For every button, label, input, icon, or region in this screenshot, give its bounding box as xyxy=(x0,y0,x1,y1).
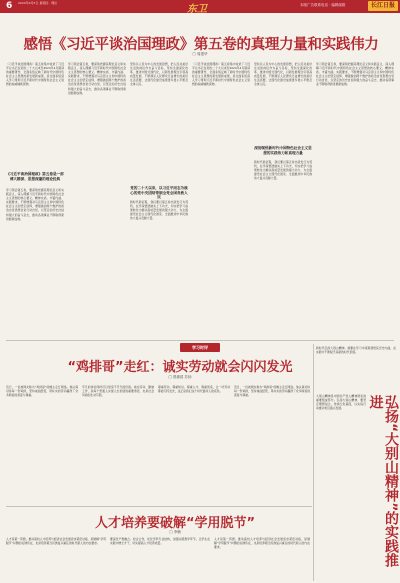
article1-subhead-1: 《习近平谈治国理政》第五卷是一部博大精深、思想深邃的理论经典 xyxy=(6,172,64,181)
main-headline: 感悟《习近平谈治国理政》第五卷的真理力量和实践伟力 xyxy=(23,37,379,53)
sidebar-top-text: 新时代弘扬大别山精神，就要在学习中深刻领悟其历史内涵，在实践中不断赋予其新的时代价值。 xyxy=(316,346,396,355)
article1-subhead-2: 党的二十大以来，以习近平同志为核心的党中央团结带领全党全国各族人民 xyxy=(130,186,188,199)
date-line: 2024年9月5日 星期四 · 理论 xyxy=(18,1,58,5)
section-divider-2 xyxy=(6,506,312,507)
section-banner: 学习时评 xyxy=(180,343,220,352)
paper-badge: 长江日报 xyxy=(368,1,398,11)
article3-col1: 人才是第一资源。推动高校人才培养与经济社会发展需求紧密对接，是破解“学用脱节”问题的关键所在，也是培养堪当民族复兴重任的时代新人的内在要求。 xyxy=(6,537,106,546)
article3-byline: □ 李楠 xyxy=(169,530,181,534)
section-divider xyxy=(6,340,394,341)
article3-col2: 要深化产教融合、校企合作，优化学科专业结构，加强实践教学环节，让学生在实践中增长才干，切实提高人才培养质量。 xyxy=(110,537,210,546)
article2-col2: 平凡的岗位同样可以创造不平凡的价值。诚实劳动、勤勉工作，是每个普通人实现人生价值的重要途径，也是社会风尚的生动写照。 xyxy=(82,385,154,398)
article2-col4: 近日，一位被网友称为“鸡排哥”的摊主走红网络。他认真对待每一份鸡排，坚持诚信经营，用朴实的劳动赢得了众多顾客的喜爱与尊重。 xyxy=(234,385,310,398)
sidebar-vertical-headline: 弘扬“大别山精神”的实践推进 xyxy=(367,395,399,568)
header-note: 本版广告联系电话 · 编辑邮箱 xyxy=(300,3,346,7)
article1-col1b: 学习领会第五卷，要深刻把握其理论意义和实践意义，深入理解习近平新时代中国特色社会主义思想的核心要义、精神实质、丰富内涵、实践要求，不断增强对马克思主义和中国特色社会主义的坚定信仰，增强做到两个维护的政治自觉思想自觉行动自觉，以坚定的历史自信和强大的奋斗意志，推动各项事业不断取得新进展新成效。 xyxy=(6,188,64,221)
article2-col1: 近日，一位被网友称为“鸡排哥”的摊主走红网络。他认真对待每一份鸡排，坚持诚信经营，用朴实的劳动赢得了众多顾客的喜爱与尊重。 xyxy=(6,385,78,398)
sidebar-text: 大别山精神是中国共产党人精神谱系的重要组成部分。弘扬大别山精神，要坚定理想信念，传承红色基因，以实际行动推动老区振兴发展。 xyxy=(316,394,366,411)
article1-subhead-3: 深刻领悟新时代中国特色社会主义思想的实践伟力和真理力量 xyxy=(254,146,312,155)
article1-col5b: 新时代新征程，我们要以第五卷出版发行为契机，在学深悟透做实上下功夫，切实把学习成果转化为推动高质量发展的强大动力，为全面建设社会主义现代化国家、全面推进中华民族伟大复兴贡献力量。 xyxy=(254,160,312,181)
article1-col6: 学习领会第五卷，要深刻把握其理论意义和实践意义，深入理解习近平新时代中国特色社会主义思想的核心要义、精神实质、丰富内涵、实践要求，不断增强对马克思主义和中国特色社会主义的坚定信仰，增强做到两个维护的政治自觉思想自觉行动自觉，以坚定的历史自信和强大的奋斗意志，推动各项事业不断取得新进展新成效。 xyxy=(316,62,394,87)
article2-col3: 尊重劳动、尊重知识、尊重人才、尊重创造，让一切劳动都能闪闪发光，这正是我们这个时代最动人的底色。 xyxy=(158,385,230,394)
article2-byline: □ 曾蒲清 苏扬 xyxy=(168,375,192,379)
article1-col4: 《习近平谈治国理政》第五卷集中收录了习近平总书记在党的二十大以来至2024年4月期间的重要著作，全面系统反映了新时代中国特色社会主义思想的新发展新成果，是全面系统深入学习贯彻习近平新时代中国特色社会主义思想的权威辅助读物。 xyxy=(192,62,250,87)
page-header xyxy=(0,0,400,13)
article1-col3b: 新时代新征程，我们要以第五卷出版发行为契机，在学深悟透做实上下功夫，切实把学习成果转化为推动高质量发展的强大动力，为全面建设社会主义现代化国家、全面推进中华民族伟大复兴贡献力量。 xyxy=(130,200,188,221)
article2-headline: “鸡排哥”走红：诚实劳动就会闪闪发光 xyxy=(67,360,293,375)
brand-logo: 东卫 xyxy=(187,4,207,15)
main-byline: □ 周建华 xyxy=(192,52,208,56)
page-number: 6 xyxy=(6,1,13,11)
article3-headline: 人才培养要破解“学用脱节” xyxy=(94,516,256,531)
column-divider xyxy=(313,344,314,581)
article1-col2: 学习领会第五卷，要深刻把握其理论意义和实践意义，深入理解习近平新时代中国特色社会主义思想的核心要义、精神实质、丰富内涵、实践要求，不断增强对马克思主义和中国特色社会主义的坚定信仰，增强做到两个维护的政治自觉思想自觉行动自觉，以坚定的历史自信和强大的奋斗意志，推动各项事业不断取得新进展新成效。 xyxy=(68,62,126,95)
article3-col3: 人才是第一资源。推动高校人才培养与经济社会发展需求紧密对接，是破解“学用脱节”问题的关键所在，也是培养堪当民族复兴重任的时代新人的内在要求。 xyxy=(214,537,310,550)
article1-col5: 坚持以人民为中心的发展思想，把人民对美好生活的向往作为奋斗目标，坚持全面深化改革，推进中国式现代化，以新发展理念引领高质量发展，不断满足人民群众日益增长的美好生活需要，让现代化建设成果更多更公平惠及全体人民。 xyxy=(254,62,312,87)
article1-col3: 坚持以人民为中心的发展思想，把人民对美好生活的向往作为奋斗目标，坚持全面深化改革，推进中国式现代化，以新发展理念引领高质量发展，不断满足人民群众日益增长的美好生活需要，让现代化建设成果更多更公平惠及全体人民。 xyxy=(130,62,188,87)
article1-col1: 《习近平谈治国理政》第五卷集中收录了习近平总书记在党的二十大以来至2024年4月期间的重要著作，全面系统反映了新时代中国特色社会主义思想的新发展新成果，是全面系统深入学习贯彻习近平新时代中国特色社会主义思想的权威辅助读物。 xyxy=(6,62,64,87)
